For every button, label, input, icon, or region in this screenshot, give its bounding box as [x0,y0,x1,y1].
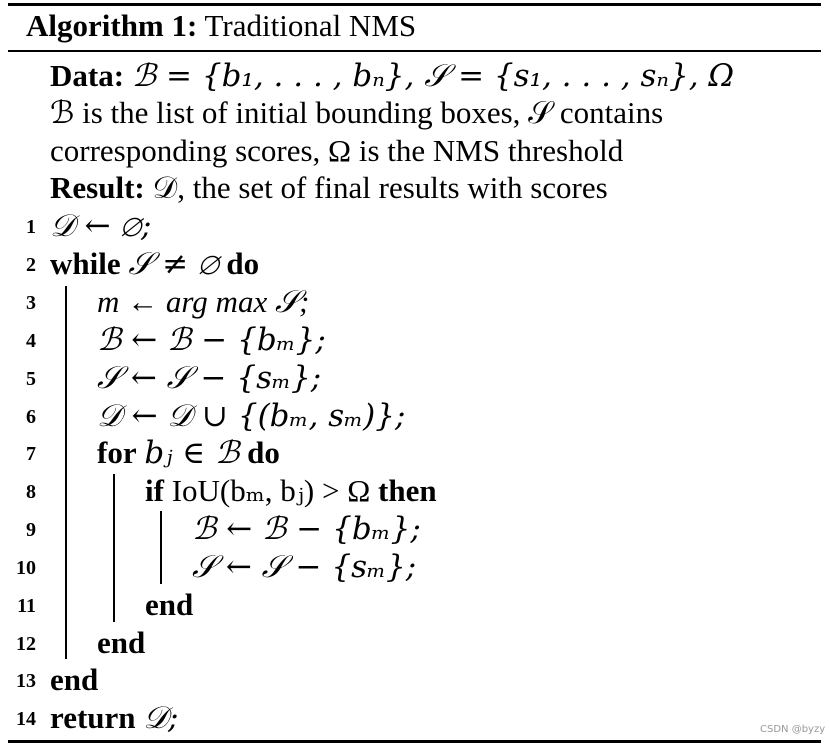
algorithm-line: 𝒮 ← 𝒮 − {sₘ}; [192,549,417,585]
line-number: 14 [16,708,36,730]
algorithm-line: while 𝒮 ≠ ∅ do [50,246,260,282]
algorithm-line: ℬ ← ℬ − {bₘ}; [192,511,421,547]
if-block-bar [160,511,162,584]
result-label: Result: [50,170,145,205]
keyword: do [247,435,280,470]
watermark: CSDN @byzy [760,724,826,735]
keyword: end [97,625,146,660]
result-line [50,170,608,206]
line-number: 13 [16,670,36,692]
keyword: do [226,246,260,281]
keyword: return [50,700,136,735]
keyword: if [145,473,164,508]
description-line-2: corresponding scores, Ω is the NMS threshold [50,133,624,168]
description-line-1: ℬ is the list of initial bounding boxes, 𝒮 contains [50,95,664,130]
algorithm-line [97,625,145,661]
data-expression: ℬ = {b₁, . . . , bₙ}, 𝒮 = {s₁, . . . , sₙ}, Ω [131,58,735,94]
line-number: 2 [26,254,36,276]
line-number: 10 [16,557,36,579]
algorithm-line: 𝒟 ← ∅; [50,208,152,244]
line-number: 5 [26,368,36,390]
line-number: 9 [26,519,36,541]
line-number: 11 [17,595,36,617]
algorithm-line: m ← arg max 𝒮; [97,284,310,319]
for-block-bar [113,474,115,622]
keyword: end [50,662,99,697]
algorithm-label: Algorithm 1: [26,8,198,43]
data-line [50,58,734,94]
title-rule [8,50,821,52]
while-block-bar [65,286,67,659]
result-text: 𝒟, the set of final results with scores [152,170,608,205]
algorithm-line: for bⱼ ∈ ℬ do [97,435,280,471]
keyword: for [97,435,137,470]
line-number: 1 [26,216,36,238]
algorithm-line: 𝒟 ← 𝒟 ∪ {(bₘ, sₘ)}; [97,398,406,434]
algorithm-line: return 𝒟; [50,700,179,736]
algorithm-line: 𝒮 ← 𝒮 − {sₘ}; [97,360,322,396]
algorithm-line [145,587,193,623]
line-number: 8 [26,481,36,503]
algorithm-line [50,662,98,698]
line-number: 6 [26,406,36,428]
algorithm-line: if IoU(bₘ, bⱼ) > Ω then [145,473,437,508]
line-number: 7 [26,443,36,465]
line-number: 12 [16,633,36,655]
keyword: while [50,246,121,281]
data-label: Data: [50,58,125,93]
keyword: end [145,587,194,622]
line-number: 3 [26,292,36,314]
algorithm-name: Traditional NMS [204,8,417,43]
algorithm-title [26,7,416,45]
keyword: then [378,473,437,508]
top-rule [8,3,821,6]
bottom-rule [8,740,821,743]
line-number: 4 [26,330,36,352]
algorithm-line: ℬ ← ℬ − {bₘ}; [97,322,326,358]
